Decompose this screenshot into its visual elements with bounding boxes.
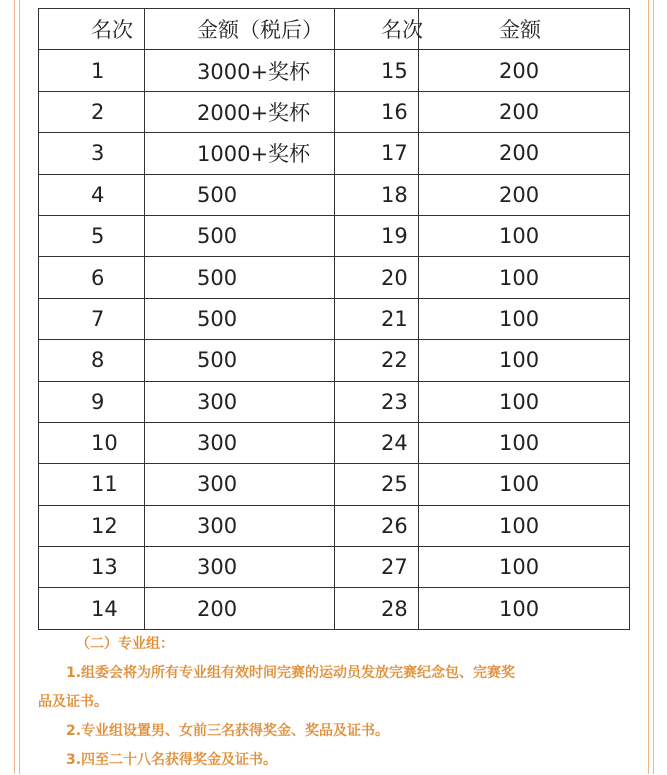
cell-rank-left: 14: [39, 588, 145, 629]
cell-rank-right: 20: [335, 257, 419, 298]
cell-amount-left: 3000+奖杯: [145, 50, 335, 91]
cell-amount-right: 100: [419, 464, 630, 505]
cell-amount-left: 300: [145, 505, 335, 546]
table-row: [39, 257, 630, 298]
table-row: [39, 215, 630, 256]
cell-amount-left: 200: [145, 588, 335, 629]
right-decorative-border: [648, 0, 654, 774]
cell-amount-right: 100: [419, 588, 630, 629]
cell-rank-right: 18: [335, 174, 419, 215]
cell-rank-left: 11: [39, 464, 145, 505]
cell-rank-left: 12: [39, 505, 145, 546]
cell-amount-right: 200: [419, 174, 630, 215]
cell-rank-right: 15: [335, 50, 419, 91]
cell-rank-left: 3: [39, 133, 145, 174]
table-row: [39, 91, 630, 132]
note-item-1-line-2: 品及证书。: [38, 694, 108, 710]
note-item-3: 3.四至二十八名获得奖金及证书。: [66, 752, 278, 768]
notes-heading: （二）专业组：: [76, 636, 174, 652]
cell-amount-right: 100: [419, 215, 630, 256]
table-row: [39, 505, 630, 546]
table-row: [39, 381, 630, 422]
note-item-2: 2.专业组设置男、女前三名获得奖金、奖品及证书。: [66, 723, 390, 739]
cell-amount-left: 500: [145, 215, 335, 256]
cell-amount-left: 300: [145, 422, 335, 463]
cell-rank-left: 1: [39, 50, 145, 91]
cell-rank-right: 16: [335, 91, 419, 132]
prize-table: [38, 8, 630, 630]
table-header-row: [39, 9, 630, 50]
cell-rank-left: 7: [39, 298, 145, 339]
table-row: [39, 174, 630, 215]
notes-section: [38, 630, 638, 775]
cell-rank-right: 28: [335, 588, 419, 629]
cell-amount-left: 500: [145, 257, 335, 298]
table-row: [39, 50, 630, 91]
cell-amount-right: 100: [419, 298, 630, 339]
cell-rank-right: 22: [335, 340, 419, 381]
table-row: [39, 422, 630, 463]
table-row: [39, 588, 630, 629]
cell-rank-left: 8: [39, 340, 145, 381]
table-row: [39, 464, 630, 505]
cell-amount-left: 300: [145, 464, 335, 505]
note-item-1-line-1: 1.组委会将为所有专业组有效时间完赛的运动员发放完赛纪念包、完赛奖: [66, 665, 516, 681]
cell-amount-left: 500: [145, 340, 335, 381]
cell-amount-right: 100: [419, 422, 630, 463]
cell-rank-right: 26: [335, 505, 419, 546]
cell-rank-right: 25: [335, 464, 419, 505]
cell-rank-left: 9: [39, 381, 145, 422]
table-body: [39, 50, 630, 629]
cell-rank-right: 27: [335, 547, 419, 588]
table-row: [39, 547, 630, 588]
cell-rank-right: 17: [335, 133, 419, 174]
cell-amount-right: 100: [419, 547, 630, 588]
cell-amount-left: 1000+奖杯: [145, 133, 335, 174]
cell-amount-right: 100: [419, 257, 630, 298]
cell-rank-left: 4: [39, 174, 145, 215]
cell-amount-right: 100: [419, 340, 630, 381]
cell-rank-left: 2: [39, 91, 145, 132]
cell-rank-left: 6: [39, 257, 145, 298]
cell-amount-left: 2000+奖杯: [145, 91, 335, 132]
cell-rank-left: 10: [39, 422, 145, 463]
cell-rank-left: 5: [39, 215, 145, 256]
cell-amount-right: 200: [419, 91, 630, 132]
cell-rank-right: 19: [335, 215, 419, 256]
header-rank-1: 名次: [39, 9, 145, 50]
left-decorative-border: [14, 0, 20, 774]
cell-rank-right: 21: [335, 298, 419, 339]
header-amount: 金额: [419, 9, 630, 50]
table-row: [39, 133, 630, 174]
cell-amount-left: 500: [145, 298, 335, 339]
cell-amount-right: 200: [419, 133, 630, 174]
cell-amount-right: 200: [419, 50, 630, 91]
cell-rank-right: 24: [335, 422, 419, 463]
header-amount-after-tax: 金额（税后）: [145, 9, 335, 50]
cell-amount-left: 300: [145, 547, 335, 588]
table-row: [39, 340, 630, 381]
cell-amount-left: 300: [145, 381, 335, 422]
table-row: [39, 298, 630, 339]
cell-amount-right: 100: [419, 505, 630, 546]
cell-rank-right: 23: [335, 381, 419, 422]
cell-amount-left: 500: [145, 174, 335, 215]
header-rank-2: 名次: [335, 9, 419, 50]
cell-amount-right: 100: [419, 381, 630, 422]
cell-rank-left: 13: [39, 547, 145, 588]
